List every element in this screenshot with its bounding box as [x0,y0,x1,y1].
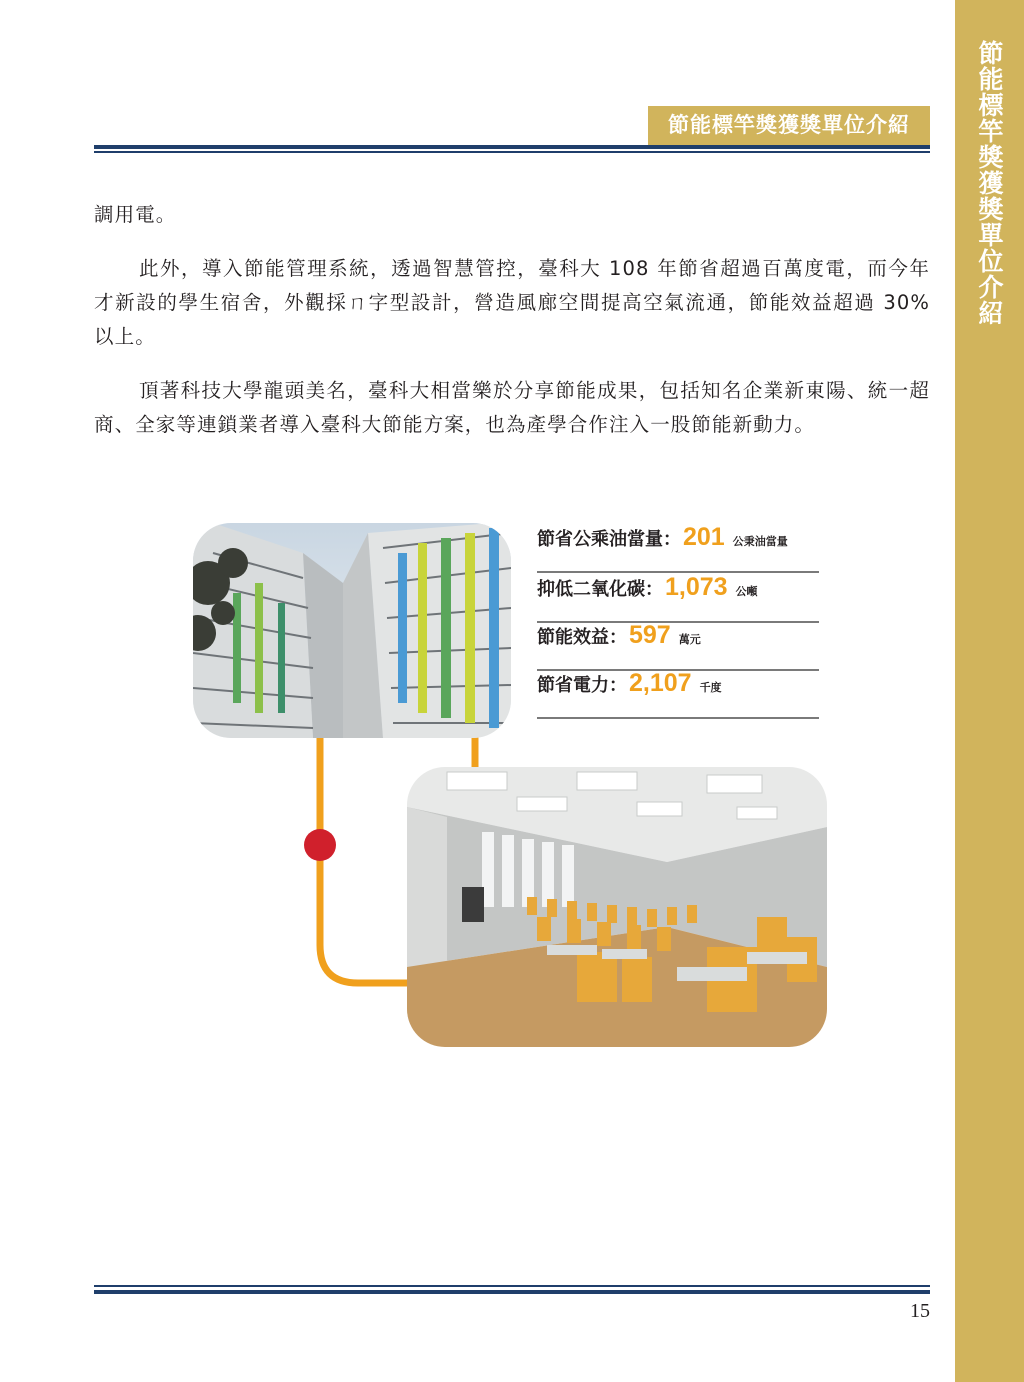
stat-label-co2: 抑低二氧化碳： [537,579,663,600]
paragraph-1: 調用電。 [94,203,177,226]
page-number: 15 [910,1300,930,1322]
stat-unit-oil: 公秉油當量 [732,535,788,548]
footer-rule-thin [94,1285,930,1287]
stat-unit-benefit: 萬元 [678,633,701,646]
footer-rule-thick [94,1290,930,1294]
stat-row-electricity [537,669,819,719]
paragraph-2: 此外，導入節能管理系統，透過智慧管控，臺科大 108 年節省超過百萬度電，而今年才新設的學生宿舍，外觀採ㄇ字型設計，營造風廊空間提高空氣流通，節能效益超過 30%以上。 [94,257,930,348]
stat-row-oil [537,523,819,573]
paragraph-3: 頂著科技大學龍頭美名，臺科大相當樂於分享節能成果，包括知名企業新東陽、統一超商、全家等連鎖業者導入臺科大節能方案，也為產學合作注入一股節能新動力。 [94,379,930,436]
side-title: 節能標竿獎獲獎單位介紹 [975,40,1004,326]
classroom-photo [407,767,827,1047]
section-header: 節能標竿獎獲獎單位介紹 [648,106,930,145]
timeline-dot [304,829,336,861]
stat-value-benefit: 597 [629,621,671,649]
stat-value-oil: 201 [683,523,725,551]
stat-row-co2 [537,573,819,623]
dormitory-photo [193,523,511,738]
stat-unit-co2: 公噸 [735,585,758,598]
stat-label-benefit: 節能效益： [537,627,627,648]
stat-label-electricity: 節省電力： [537,675,627,696]
stat-value-co2: 1,073 [665,573,728,601]
stat-label-oil: 節省公乘油當量： [537,529,681,550]
stat-value-electricity: 2,107 [629,669,692,697]
stat-unit-electricity: 千度 [699,681,722,694]
stat-row-benefit [537,621,819,671]
